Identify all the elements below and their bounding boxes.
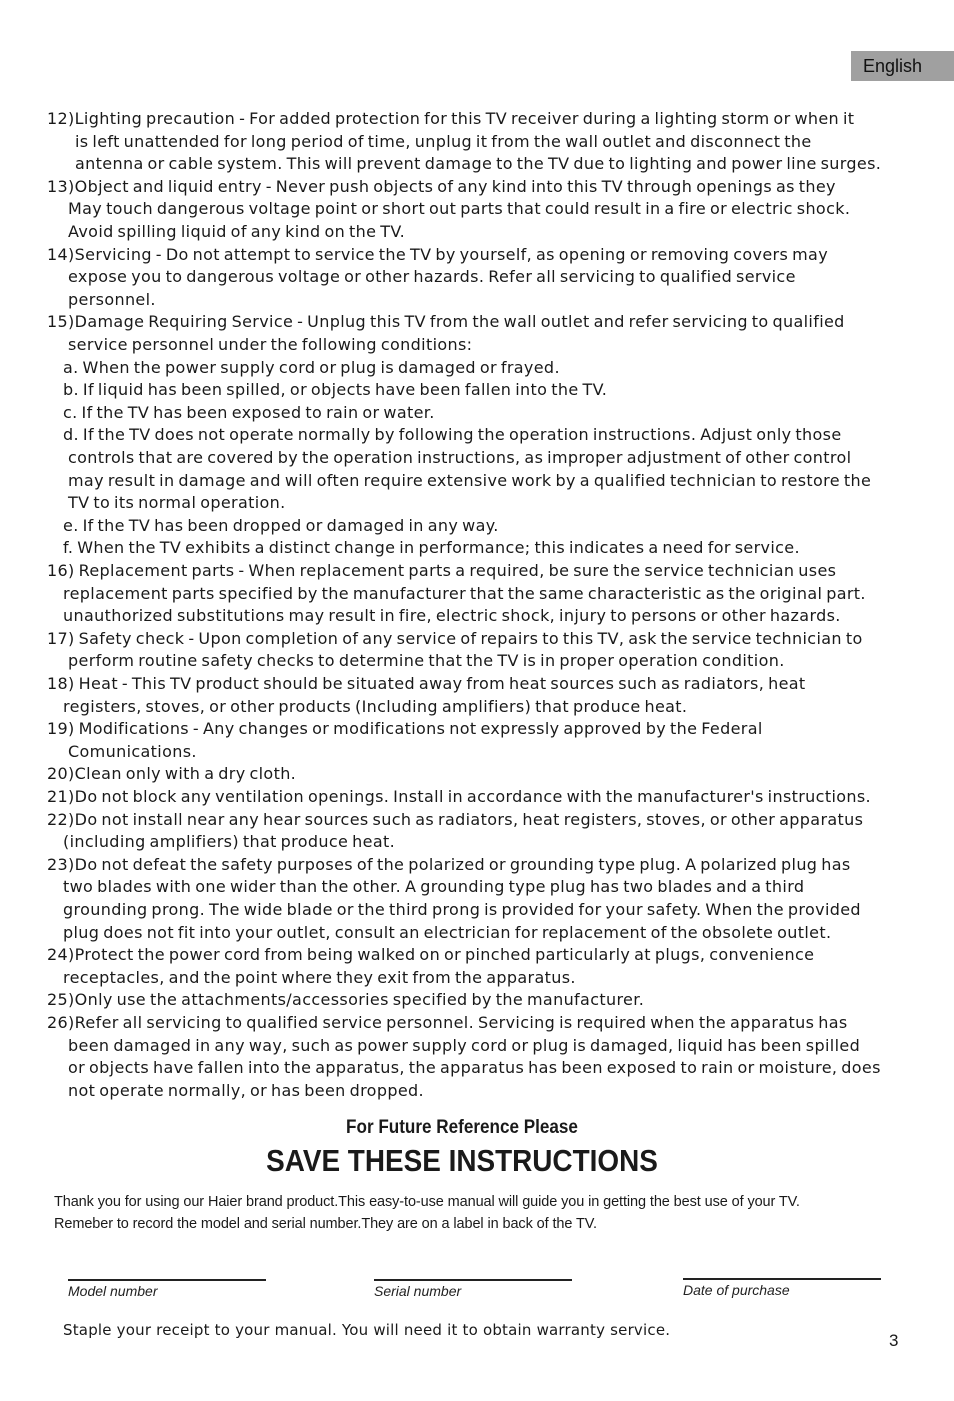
model-number-field [68, 1279, 266, 1299]
thank-you-note [54, 1191, 934, 1235]
item-15d-line-3: may result in damage and will often require extensive work by a qualified technician to restore the [68, 470, 872, 490]
item-22-line-1: 22)Do not install near any hear sources such as radiators, heat registers, stoves, or other apparatus [47, 809, 864, 829]
item-15d-line-2: controls that are covered by the operation instructions, as improper adjustment of other control [68, 448, 852, 467]
thank-you-line-2: Remeber to record the model and serial number.They are on a label in back of the TV. [54, 1216, 597, 1232]
item-22-line-2: (including amplifiers) that produce heat. [63, 832, 396, 852]
serial-number-label: Serial number [374, 1283, 462, 1299]
item-15c: c. If the TV has been exposed to rain or water. [63, 402, 435, 422]
item-20: 20)Clean only with a dry cloth. [47, 764, 297, 784]
item-14-line-2: expose you to dangerous voltage or other hazards. Refer all servicing to qualified service [68, 267, 796, 287]
item-14-line-3: personnel. [68, 289, 156, 309]
item-13-line-2: May touch dangerous voltage point or short out parts that could result in a fire or electric shock. [68, 199, 851, 219]
item-15d-line-1: d. If the TV does not operate normally by following the operation instructions. Adjust only those [63, 425, 842, 445]
item-23-line-3: grounding prong. The wide blade or the third prong is provided for your safety. When the provided [63, 900, 861, 919]
item-23-line-4: plug does not fit into your outlet, consult an electrician for replacement of the obsolete outlet. [63, 922, 832, 942]
item-25: 25)Only use the attachments/accessories specified by the manufacturer. [47, 990, 645, 1010]
item-15-line-1: 15)Damage Requiring Service - Unplug this TV from the wall outlet and refer servicing to qualified [47, 312, 845, 332]
item-24-line-2: receptacles, and the point where they exit from the apparatus. [63, 967, 576, 987]
item-15f: f. When the TV exhibits a distinct change in performance; this indicates a need for service. [63, 538, 800, 558]
item-15a: a. When the power supply cord or plug is damaged or frayed. [63, 357, 560, 377]
item-18-line-1: 18) Heat - This TV product should be situated away from heat sources such as radiators, heat [47, 674, 806, 693]
language-tab: English [851, 51, 954, 81]
item-15e: e. If the TV has been dropped or damaged in any way. [63, 515, 499, 535]
item-14-line-1: 14)Servicing - Do not attempt to service the TV by yourself, as opening or removing covers may [47, 244, 829, 264]
item-17-line-1: 17) Safety check - Upon completion of any service of repairs to this TV, ask the service technician to [47, 628, 863, 648]
item-26-line-2: been damaged in any way, such as power supply cord or plug is damaged, liquid has been spilled [68, 1035, 861, 1055]
serial-number-field [374, 1279, 572, 1299]
model-number-label: Model number [68, 1283, 158, 1299]
item-16-line-3: unauthorized substitutions may result in fire, electric shock, injury to persons or other hazards. [63, 606, 841, 626]
item-23-line-1: 23)Do not defeat the safety purposes of the polarized or grounding type plug. A polarized plug has [47, 854, 851, 874]
item-24-line-1: 24)Protect the power cord from being walked on or pinched particularly at plugs, convenience [47, 945, 815, 965]
item-17-line-2: perform routine safety checks to determine that the TV is in proper operation condition. [68, 651, 785, 671]
item-13-line-3: Avoid spilling liquid of any kind on the TV. [68, 222, 406, 241]
item-12-line-1: 12)Lighting precaution - For added protection for this TV receiver during a lighting storm or when it [47, 109, 855, 128]
save-instructions-heading: SAVE THESE INSTRUCTIONS [266, 1143, 658, 1178]
thank-you-line-1: Thank you for using our Haier brand product.This easy-to-use manual will guide you in getting the best use of your TV. [54, 1194, 800, 1210]
item-21: 21)Do not block any ventilation openings. Install in accordance with the manufacturer's instructions. [47, 787, 871, 806]
item-19-line-2: Comunications. [68, 741, 197, 761]
item-16-line-2: replacement parts specified by the manufacturer that the same characteristic as the original part. [63, 583, 866, 603]
item-12-line-2: is left unattended for long period of time, unplug it from the wall outlet and disconnect the [75, 131, 812, 151]
date-of-purchase-field [683, 1278, 881, 1298]
item-26-line-4: not operate normally, or has been dropped. [68, 1080, 424, 1100]
item-15d-line-4: TV to its normal operation. [68, 493, 286, 513]
date-of-purchase-label: Date of purchase [683, 1282, 790, 1298]
item-19-line-1: 19) Modifications - Any changes or modifications not expressly approved by the Federal [47, 719, 763, 739]
future-reference-subheading: For Future Reference Please [346, 1117, 578, 1138]
item-26-line-3: or objects have fallen into the apparatus, the apparatus has been exposed to rain or moisture, does [68, 1058, 881, 1078]
item-12-line-3: antenna or cable system. This will prevent damage to the TV due to lighting and power line surges. [75, 154, 882, 174]
item-26-line-1: 26)Refer all servicing to qualified service personnel. Servicing is required when the apparatus has [47, 1013, 848, 1032]
item-16-line-1: 16) Replacement parts - When replacement parts a required, be sure the service technician uses [47, 561, 837, 580]
item-18-line-2: registers, stoves, or other products (Including amplifiers) that produce heat. [63, 696, 688, 716]
item-15-line-2: service personnel under the following conditions: [68, 335, 473, 354]
page-number: 3 [889, 1331, 899, 1350]
item-15b: b. If liquid has been spilled, or objects have been fallen into the TV. [63, 380, 608, 400]
item-13-line-1: 13)Object and liquid entry - Never push objects of any kind into this TV through openings as they [47, 176, 836, 196]
staple-receipt-note: Staple your receipt to your manual. You will need it to obtain warranty service. [63, 1321, 671, 1339]
item-23-line-2: two blades with one wider than the other. A grounding type plug has two blades and a third [63, 877, 805, 897]
